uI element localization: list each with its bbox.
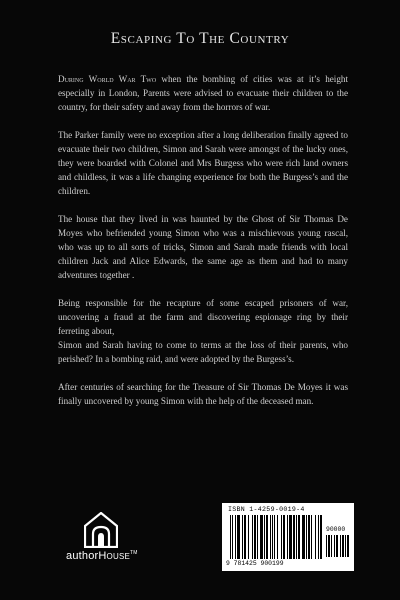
barcode-bar: [342, 535, 344, 557]
barcode-bar: [257, 515, 258, 559]
barcode-bar: [254, 515, 256, 559]
barcode-bar: [281, 515, 282, 559]
publisher-logo: [66, 512, 136, 562]
publisher-name-cap: H: [98, 550, 107, 562]
barcode-bar: [311, 515, 312, 559]
barcode-bar: [248, 515, 249, 559]
barcode-bar: [260, 515, 263, 559]
barcode-bar: [315, 515, 316, 559]
barcode-bar: [334, 535, 335, 557]
barcode-bar: [345, 535, 346, 557]
barcode-bar: [274, 515, 275, 559]
blurb-paragraph-2: The Parker family were no exception after a long deliberation finally agreed to evacuate their two children, Simon and Sarah were amongst of the lucky ones, they were boarded with Colonel and Mrs Burgess who were rich land owners and childless, it was a life changing experience for both the Burgess’s and the children.: [58, 130, 348, 196]
isbn-number: ISBN 1-4259-0019-4: [228, 506, 305, 513]
barcode-bar: [340, 535, 341, 557]
book-title: Escaping To The Country: [110, 30, 290, 47]
barcode-bar: [237, 515, 240, 559]
barcode-bar: [302, 515, 305, 559]
barcode-bar: [347, 535, 349, 557]
blurb-paragraph-4: [58, 296, 348, 366]
publisher-name-rest: OUSE: [106, 552, 131, 561]
barcode-bar: [232, 515, 233, 559]
barcode-bar: [235, 515, 236, 559]
blurb-paragraph-1-text: when the bombing of cities was at it’s height especially in London, Parents were advised to evacuate their children to the country, for their safety and away from the horrors of war.: [58, 74, 348, 112]
barcode-bar: [289, 515, 292, 559]
barcode-bar: [326, 535, 327, 557]
barcode-bar: [331, 535, 332, 557]
barcode-bar: [270, 515, 271, 559]
barcode-bar: [318, 515, 319, 559]
blurb-paragraph-5: After centuries of searching for the Treasure of Sir Thomas De Moyes it was finally uncovered by young Simon with the help of the deceased man.: [58, 382, 348, 406]
ean-number: 9 781425 900199: [226, 560, 284, 567]
publisher-name-part2: [98, 550, 130, 562]
barcode-bar: [272, 515, 273, 559]
barcode-bar: [293, 515, 295, 559]
ean-barcode-bars: [230, 515, 322, 561]
price-code: 90000: [326, 526, 346, 533]
barcode-bar: [264, 515, 265, 559]
barcode-bar: [336, 535, 338, 557]
barcode-bar: [298, 515, 300, 559]
barcode-bar: [320, 515, 322, 559]
price-barcode-bars: [326, 535, 350, 559]
barcode-bar: [277, 515, 278, 559]
barcode-bar: [308, 515, 310, 559]
publisher-name: [66, 550, 136, 562]
blurb-paragraph-4b: Simon and Sarah having to come to terms at the loss of their parents, who perished? In a bombing raid, and were adopted by the Burgess’s.: [58, 340, 348, 364]
blurb-lead-smallcaps: During World War Two: [58, 74, 157, 84]
barcode-bar: [283, 515, 285, 559]
barcode-bar: [328, 535, 330, 557]
barcode-bar: [296, 515, 297, 559]
blurb-paragraph-1: [58, 72, 348, 114]
barcode-bar: [266, 515, 268, 559]
trademark-symbol: TM: [130, 550, 138, 556]
blurb-paragraph-4a: Being responsible for the recapture of some escaped prisoners of war, uncovering a fraud at the farm and discovering espionage ring by their ferreting about,: [58, 298, 348, 336]
isbn-barcode: [222, 503, 354, 571]
barcode-bar: [306, 515, 307, 559]
publisher-name-part1: author: [66, 550, 99, 562]
blurb-paragraph-3: The house that they lived in was haunted by the Ghost of Sir Thomas De Moyes who befriended young Simon who was a mischievous young rascal, who was up to all sorts of tricks, Simon and Sarah made friends with local children Jack and Alice Edwards, the same age as them and had to many adventures together .: [58, 214, 348, 280]
barcode-bar: [244, 515, 246, 559]
back-cover-blurb: [58, 72, 348, 408]
barcode-bar: [242, 515, 243, 559]
barcode-bar: [287, 515, 288, 559]
barcode-bar: [230, 515, 231, 559]
barcode-bar: [252, 515, 253, 559]
authorhouse-logo-icon: [84, 512, 118, 548]
